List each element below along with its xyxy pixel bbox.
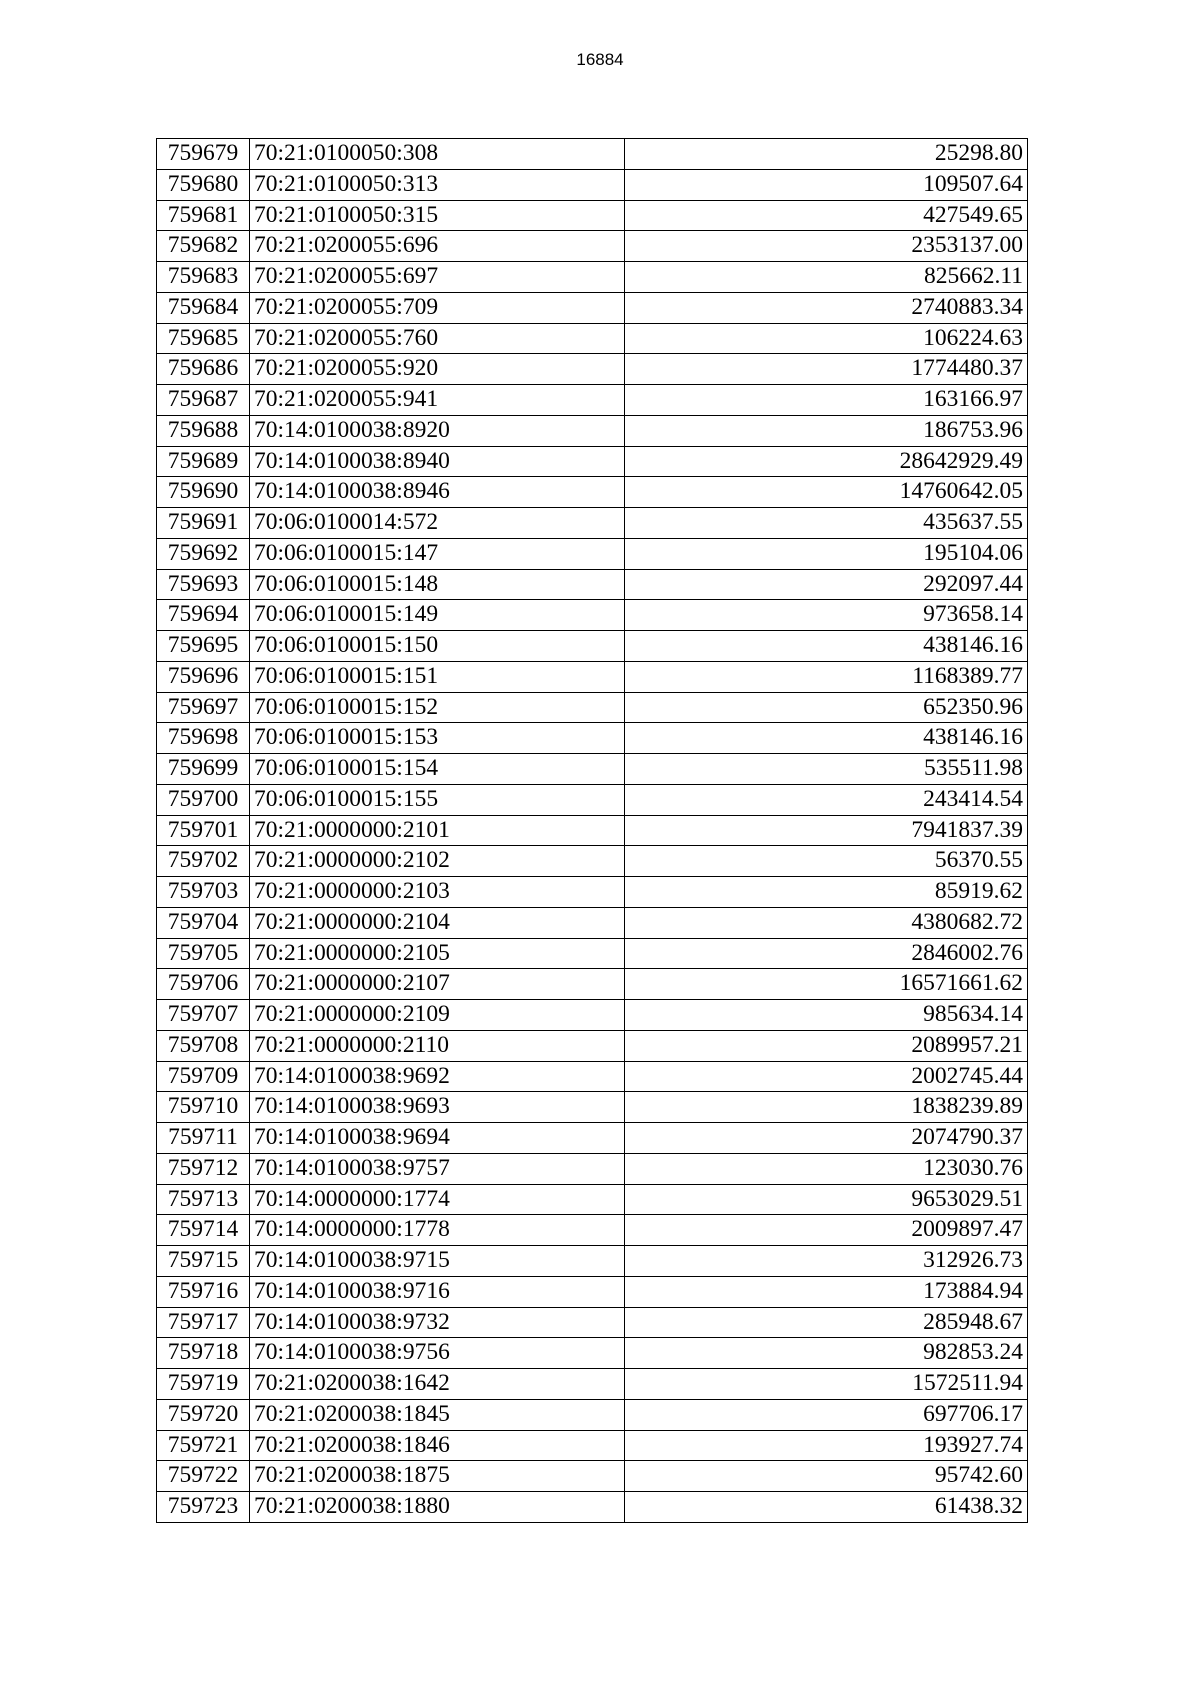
- cadastral-value-cell: 825662.11: [625, 262, 1028, 293]
- table-row: [157, 169, 1028, 200]
- cadastral-value-cell: 243414.54: [625, 784, 1028, 815]
- row-number-cell: 759681: [157, 200, 250, 231]
- cadastral-value-cell: 2002745.44: [625, 1061, 1028, 1092]
- row-number-cell: 759723: [157, 1492, 250, 1523]
- row-number-cell: 759712: [157, 1153, 250, 1184]
- table-row: [157, 1492, 1028, 1523]
- row-number-cell: 759683: [157, 262, 250, 293]
- table-row: [157, 661, 1028, 692]
- table-row: [157, 508, 1028, 539]
- cadastral-number-cell: 70:14:0100038:8920: [250, 415, 625, 446]
- cadastral-value-cell: 193927.74: [625, 1430, 1028, 1461]
- table-row: [157, 1061, 1028, 1092]
- cadastral-number-cell: 70:06:0100015:153: [250, 723, 625, 754]
- table-row: [157, 1123, 1028, 1154]
- cadastral-number-cell: 70:21:0200038:1642: [250, 1369, 625, 1400]
- table-row: [157, 815, 1028, 846]
- cadastral-number-cell: 70:06:0100015:154: [250, 754, 625, 785]
- table-row: [157, 292, 1028, 323]
- table-row: [157, 1000, 1028, 1031]
- cadastral-value-cell: 2009897.47: [625, 1215, 1028, 1246]
- row-number-cell: 759706: [157, 969, 250, 1000]
- cadastral-number-cell: 70:21:0000000:2101: [250, 815, 625, 846]
- row-number-cell: 759689: [157, 446, 250, 477]
- cadastral-value-cell: 9653029.51: [625, 1184, 1028, 1215]
- cadastral-number-cell: 70:21:0200055:696: [250, 231, 625, 262]
- row-number-cell: 759682: [157, 231, 250, 262]
- table-row: [157, 1246, 1028, 1277]
- cadastral-value-cell: 2846002.76: [625, 938, 1028, 969]
- cadastral-value-cell: 61438.32: [625, 1492, 1028, 1523]
- row-number-cell: 759708: [157, 1030, 250, 1061]
- row-number-cell: 759696: [157, 661, 250, 692]
- cadastral-value-cell: 56370.55: [625, 846, 1028, 877]
- table-row: [157, 600, 1028, 631]
- cadastral-number-cell: 70:06:0100015:151: [250, 661, 625, 692]
- row-number-cell: 759704: [157, 907, 250, 938]
- table-row: [157, 354, 1028, 385]
- table-row: [157, 1430, 1028, 1461]
- cadastral-number-cell: 70:21:0100050:308: [250, 139, 625, 170]
- cadastral-value-cell: 438146.16: [625, 631, 1028, 662]
- row-number-cell: 759703: [157, 877, 250, 908]
- table-row: [157, 1461, 1028, 1492]
- cadastral-value-cell: 982853.24: [625, 1338, 1028, 1369]
- cadastral-value-cell: 535511.98: [625, 754, 1028, 785]
- table-row: [157, 1184, 1028, 1215]
- cadastral-number-cell: 70:21:0200038:1845: [250, 1399, 625, 1430]
- cadastral-number-cell: 70:21:0000000:2105: [250, 938, 625, 969]
- cadastral-number-cell: 70:21:0000000:2110: [250, 1030, 625, 1061]
- cadastral-number-cell: 70:14:0100038:9693: [250, 1092, 625, 1123]
- cadastral-number-cell: 70:21:0000000:2109: [250, 1000, 625, 1031]
- table-row: [157, 969, 1028, 1000]
- table-row: [157, 477, 1028, 508]
- table-row: [157, 1276, 1028, 1307]
- cadastral-number-cell: 70:21:0000000:2102: [250, 846, 625, 877]
- cadastral-number-cell: 70:06:0100014:572: [250, 508, 625, 539]
- cadastral-number-cell: 70:06:0100015:147: [250, 538, 625, 569]
- table-row: [157, 938, 1028, 969]
- row-number-cell: 759720: [157, 1399, 250, 1430]
- table-row: [157, 846, 1028, 877]
- cadastral-value-cell: 28642929.49: [625, 446, 1028, 477]
- cadastral-value-cell: 186753.96: [625, 415, 1028, 446]
- cadastral-value-cell: 4380682.72: [625, 907, 1028, 938]
- row-number-cell: 759709: [157, 1061, 250, 1092]
- cadastral-number-cell: 70:21:0000000:2104: [250, 907, 625, 938]
- cadastral-number-cell: 70:14:0100038:8946: [250, 477, 625, 508]
- row-number-cell: 759721: [157, 1430, 250, 1461]
- table-row: [157, 631, 1028, 662]
- cadastral-value-cell: 438146.16: [625, 723, 1028, 754]
- cadastral-number-cell: 70:21:0200055:760: [250, 323, 625, 354]
- row-number-cell: 759722: [157, 1461, 250, 1492]
- cadastral-number-cell: 70:21:0200038:1846: [250, 1430, 625, 1461]
- cadastral-value-cell: 14760642.05: [625, 477, 1028, 508]
- row-number-cell: 759680: [157, 169, 250, 200]
- cadastral-number-cell: 70:06:0100015:148: [250, 569, 625, 600]
- page-number: 16884: [576, 50, 624, 69]
- cadastral-number-cell: 70:21:0200055:920: [250, 354, 625, 385]
- row-number-cell: 759718: [157, 1338, 250, 1369]
- cadastral-value-cell: 1838239.89: [625, 1092, 1028, 1123]
- row-number-cell: 759687: [157, 385, 250, 416]
- row-number-cell: 759705: [157, 938, 250, 969]
- row-number-cell: 759711: [157, 1123, 250, 1154]
- table-row: [157, 1369, 1028, 1400]
- table-row: [157, 569, 1028, 600]
- cadastral-value-cell: 16571661.62: [625, 969, 1028, 1000]
- cadastral-number-cell: 70:06:0100015:149: [250, 600, 625, 631]
- cadastral-value-cell: 123030.76: [625, 1153, 1028, 1184]
- cadastral-value-cell: 1774480.37: [625, 354, 1028, 385]
- row-number-cell: 759700: [157, 784, 250, 815]
- table-row: [157, 723, 1028, 754]
- table-body: [157, 139, 1028, 1523]
- row-number-cell: 759691: [157, 508, 250, 539]
- cadastral-value-cell: 697706.17: [625, 1399, 1028, 1430]
- cadastral-value-cell: 652350.96: [625, 692, 1028, 723]
- cadastral-number-cell: 70:14:0100038:9716: [250, 1276, 625, 1307]
- cadastral-value-cell: 427549.65: [625, 200, 1028, 231]
- cadastral-value-cell: 1168389.77: [625, 661, 1028, 692]
- cadastral-value-cell: 292097.44: [625, 569, 1028, 600]
- cadastral-number-cell: 70:14:0000000:1778: [250, 1215, 625, 1246]
- cadastral-number-cell: 70:21:0100050:313: [250, 169, 625, 200]
- row-number-cell: 759694: [157, 600, 250, 631]
- row-number-cell: 759698: [157, 723, 250, 754]
- cadastral-number-cell: 70:14:0100038:9694: [250, 1123, 625, 1154]
- cadastral-number-cell: 70:21:0200038:1880: [250, 1492, 625, 1523]
- row-number-cell: 759713: [157, 1184, 250, 1215]
- table-row: [157, 1030, 1028, 1061]
- cadastral-value-cell: 7941837.39: [625, 815, 1028, 846]
- cadastral-value-cell: 109507.64: [625, 169, 1028, 200]
- table-row: [157, 1215, 1028, 1246]
- row-number-cell: 759688: [157, 415, 250, 446]
- row-number-cell: 759719: [157, 1369, 250, 1400]
- cadastral-number-cell: 70:21:0200055:697: [250, 262, 625, 293]
- cadastral-value-cell: 2074790.37: [625, 1123, 1028, 1154]
- table-row: [157, 754, 1028, 785]
- cadastral-value-cell: 95742.60: [625, 1461, 1028, 1492]
- table-row: [157, 1307, 1028, 1338]
- table-row: [157, 231, 1028, 262]
- row-number-cell: 759685: [157, 323, 250, 354]
- table-row: [157, 784, 1028, 815]
- row-number-cell: 759695: [157, 631, 250, 662]
- cadastral-number-cell: 70:21:0100050:315: [250, 200, 625, 231]
- row-number-cell: 759710: [157, 1092, 250, 1123]
- row-number-cell: 759707: [157, 1000, 250, 1031]
- cadastral-number-cell: 70:06:0100015:150: [250, 631, 625, 662]
- cadastral-number-cell: 70:06:0100015:152: [250, 692, 625, 723]
- table-row: [157, 385, 1028, 416]
- cadastral-value-cell: 2740883.34: [625, 292, 1028, 323]
- table-row: [157, 692, 1028, 723]
- table-row: [157, 415, 1028, 446]
- cadastral-value-cell: 106224.63: [625, 323, 1028, 354]
- row-number-cell: 759679: [157, 139, 250, 170]
- row-number-cell: 759697: [157, 692, 250, 723]
- cadastral-value-cell: 25298.80: [625, 139, 1028, 170]
- table-row: [157, 262, 1028, 293]
- cadastral-number-cell: 70:14:0000000:1774: [250, 1184, 625, 1215]
- row-number-cell: 759692: [157, 538, 250, 569]
- row-number-cell: 759715: [157, 1246, 250, 1277]
- cadastral-number-cell: 70:21:0000000:2107: [250, 969, 625, 1000]
- row-number-cell: 759699: [157, 754, 250, 785]
- table-row: [157, 323, 1028, 354]
- cadastral-value-table: [156, 138, 1028, 1523]
- cadastral-value-cell: 985634.14: [625, 1000, 1028, 1031]
- row-number-cell: 759690: [157, 477, 250, 508]
- cadastral-value-cell: 312926.73: [625, 1246, 1028, 1277]
- cadastral-number-cell: 70:21:0200055:709: [250, 292, 625, 323]
- row-number-cell: 759717: [157, 1307, 250, 1338]
- table-row: [157, 538, 1028, 569]
- cadastral-number-cell: 70:14:0100038:8940: [250, 446, 625, 477]
- cadastral-value-cell: 2089957.21: [625, 1030, 1028, 1061]
- table-row: [157, 907, 1028, 938]
- cadastral-value-cell: 173884.94: [625, 1276, 1028, 1307]
- cadastral-value-cell: 285948.67: [625, 1307, 1028, 1338]
- cadastral-value-cell: 163166.97: [625, 385, 1028, 416]
- table-row: [157, 200, 1028, 231]
- row-number-cell: 759714: [157, 1215, 250, 1246]
- table-row: [157, 877, 1028, 908]
- cadastral-number-cell: 70:14:0100038:9732: [250, 1307, 625, 1338]
- cadastral-value-cell: 85919.62: [625, 877, 1028, 908]
- row-number-cell: 759701: [157, 815, 250, 846]
- row-number-cell: 759716: [157, 1276, 250, 1307]
- cadastral-value-cell: 435637.55: [625, 508, 1028, 539]
- table-row: [157, 1153, 1028, 1184]
- cadastral-number-cell: 70:21:0000000:2103: [250, 877, 625, 908]
- table-row: [157, 446, 1028, 477]
- table-row: [157, 1399, 1028, 1430]
- cadastral-value-cell: 973658.14: [625, 600, 1028, 631]
- cadastral-number-cell: 70:14:0100038:9757: [250, 1153, 625, 1184]
- row-number-cell: 759684: [157, 292, 250, 323]
- row-number-cell: 759702: [157, 846, 250, 877]
- cadastral-number-cell: 70:14:0100038:9756: [250, 1338, 625, 1369]
- cadastral-value-cell: 2353137.00: [625, 231, 1028, 262]
- cadastral-number-cell: 70:14:0100038:9692: [250, 1061, 625, 1092]
- cadastral-value-cell: 1572511.94: [625, 1369, 1028, 1400]
- row-number-cell: 759693: [157, 569, 250, 600]
- cadastral-number-cell: 70:06:0100015:155: [250, 784, 625, 815]
- table-row: [157, 1338, 1028, 1369]
- row-number-cell: 759686: [157, 354, 250, 385]
- table-row: [157, 1092, 1028, 1123]
- table-row: [157, 139, 1028, 170]
- cadastral-value-cell: 195104.06: [625, 538, 1028, 569]
- cadastral-number-cell: 70:14:0100038:9715: [250, 1246, 625, 1277]
- cadastral-number-cell: 70:21:0200055:941: [250, 385, 625, 416]
- cadastral-number-cell: 70:21:0200038:1875: [250, 1461, 625, 1492]
